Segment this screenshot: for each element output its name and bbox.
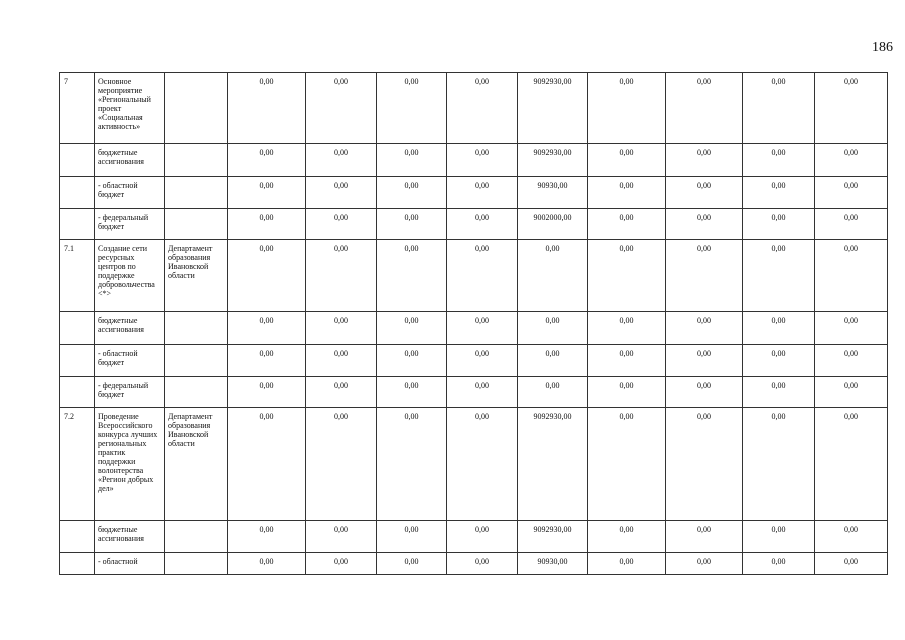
row-name: - областной бюджет [95,345,165,377]
value-cell: 0,00 [306,144,377,177]
value-cell: 0,00 [228,345,306,377]
value-cell: 0,00 [588,144,666,177]
row-index [60,345,95,377]
value-cell: 0,00 [666,377,743,408]
value-cell: 0,00 [377,521,447,553]
value-cell: 0,00 [666,209,743,240]
value-cell: 0,00 [306,553,377,575]
value-cell: 0,00 [377,377,447,408]
value-cell: 0,00 [306,521,377,553]
value-cell: 0,00 [588,345,666,377]
value-cell: 0,00 [228,521,306,553]
row-name: бюджетные ассигнования [95,521,165,553]
row-executor [165,177,228,209]
value-cell: 0,00 [447,240,518,312]
table-row [60,408,888,521]
row-name: Основное мероприятие «Региональный проект «Социальная активность» [95,73,165,144]
value-cell: 9092930,00 [518,408,588,521]
table-row [60,144,888,177]
value-cell: 0,00 [588,377,666,408]
value-cell: 0,00 [815,408,888,521]
value-cell: 9092930,00 [518,144,588,177]
value-cell: 0,00 [518,312,588,345]
value-cell: 0,00 [666,521,743,553]
value-cell: 0,00 [228,209,306,240]
value-cell: 90930,00 [518,553,588,575]
value-cell: 0,00 [743,240,815,312]
row-name: Создание сети ресурсных центров по поддержке добровольчества <*> [95,240,165,312]
value-cell: 0,00 [588,553,666,575]
value-cell: 0,00 [588,177,666,209]
value-cell: 0,00 [447,553,518,575]
value-cell: 0,00 [666,240,743,312]
row-index [60,377,95,408]
value-cell: 0,00 [743,553,815,575]
value-cell: 0,00 [377,553,447,575]
value-cell: 0,00 [666,312,743,345]
value-cell: 0,00 [377,73,447,144]
value-cell: 9092930,00 [518,73,588,144]
row-executor: Департамент образования Ивановской области [165,240,228,312]
table-row [60,240,888,312]
value-cell: 0,00 [228,408,306,521]
value-cell: 0,00 [588,521,666,553]
row-executor [165,377,228,408]
value-cell: 0,00 [666,553,743,575]
value-cell: 0,00 [666,345,743,377]
row-name: Проведение Всероссийского конкурса лучших региональных практик поддержки волонтерства «Регион добрых дел» [95,408,165,521]
row-name: бюджетные ассигнования [95,144,165,177]
table-row [60,209,888,240]
value-cell: 0,00 [815,312,888,345]
value-cell: 0,00 [228,73,306,144]
page-number: 186 [872,40,893,55]
value-cell: 0,00 [518,345,588,377]
row-name: - федеральный бюджет [95,377,165,408]
row-executor [165,553,228,575]
value-cell: 0,00 [228,177,306,209]
value-cell: 0,00 [743,408,815,521]
row-name: бюджетные ассигнования [95,312,165,345]
value-cell: 0,00 [815,144,888,177]
row-index: 7.1 [60,240,95,312]
value-cell: 0,00 [447,73,518,144]
row-index [60,209,95,240]
row-executor [165,144,228,177]
value-cell: 0,00 [377,144,447,177]
value-cell: 9092930,00 [518,521,588,553]
value-cell: 0,00 [377,177,447,209]
value-cell: 0,00 [377,209,447,240]
value-cell: 0,00 [377,408,447,521]
value-cell: 0,00 [588,209,666,240]
value-cell: 0,00 [447,408,518,521]
row-index [60,144,95,177]
value-cell: 0,00 [743,144,815,177]
row-executor: Департамент образования Ивановской области [165,408,228,521]
value-cell: 0,00 [447,144,518,177]
value-cell: 0,00 [518,377,588,408]
value-cell: 0,00 [447,521,518,553]
row-index: 7.2 [60,408,95,521]
value-cell: 0,00 [666,144,743,177]
value-cell: 0,00 [377,312,447,345]
budget-table [59,72,888,575]
value-cell: 0,00 [743,73,815,144]
value-cell: 0,00 [447,312,518,345]
value-cell: 0,00 [815,209,888,240]
value-cell: 0,00 [306,73,377,144]
value-cell: 0,00 [815,521,888,553]
value-cell: 0,00 [815,240,888,312]
value-cell: 0,00 [377,345,447,377]
table-row [60,553,888,575]
value-cell: 0,00 [306,209,377,240]
value-cell: 0,00 [588,73,666,144]
value-cell: 0,00 [447,177,518,209]
value-cell: 0,00 [228,553,306,575]
row-index [60,553,95,575]
value-cell: 0,00 [588,312,666,345]
value-cell: 0,00 [377,240,447,312]
value-cell: 0,00 [815,377,888,408]
value-cell: 0,00 [815,345,888,377]
value-cell: 0,00 [447,345,518,377]
value-cell: 0,00 [228,144,306,177]
row-name: - областной [95,553,165,575]
row-index: 7 [60,73,95,144]
value-cell: 0,00 [743,177,815,209]
value-cell: 0,00 [306,345,377,377]
value-cell: 0,00 [666,177,743,209]
row-executor [165,73,228,144]
value-cell: 0,00 [228,377,306,408]
value-cell: 0,00 [306,240,377,312]
value-cell: 0,00 [306,408,377,521]
row-index [60,177,95,209]
value-cell: 0,00 [743,345,815,377]
row-executor [165,521,228,553]
value-cell: 0,00 [666,73,743,144]
value-cell: 0,00 [743,312,815,345]
value-cell: 0,00 [815,553,888,575]
row-index [60,521,95,553]
table-body [60,73,888,575]
table-row [60,377,888,408]
value-cell: 0,00 [743,377,815,408]
value-cell: 0,00 [306,312,377,345]
value-cell: 0,00 [306,177,377,209]
table-row [60,521,888,553]
value-cell: 0,00 [518,240,588,312]
table-row [60,73,888,144]
value-cell: 0,00 [588,408,666,521]
value-cell: 0,00 [306,377,377,408]
table-row [60,312,888,345]
value-cell: 0,00 [743,209,815,240]
value-cell: 0,00 [815,73,888,144]
row-executor [165,345,228,377]
row-index [60,312,95,345]
value-cell: 90930,00 [518,177,588,209]
table-row [60,345,888,377]
value-cell: 9002000,00 [518,209,588,240]
table-row [60,177,888,209]
value-cell: 0,00 [588,240,666,312]
value-cell: 0,00 [447,377,518,408]
row-name: - федеральный бюджет [95,209,165,240]
value-cell: 0,00 [815,177,888,209]
value-cell: 0,00 [743,521,815,553]
value-cell: 0,00 [666,408,743,521]
row-name: - областной бюджет [95,177,165,209]
value-cell: 0,00 [447,209,518,240]
value-cell: 0,00 [228,240,306,312]
row-executor [165,209,228,240]
value-cell: 0,00 [228,312,306,345]
row-executor [165,312,228,345]
